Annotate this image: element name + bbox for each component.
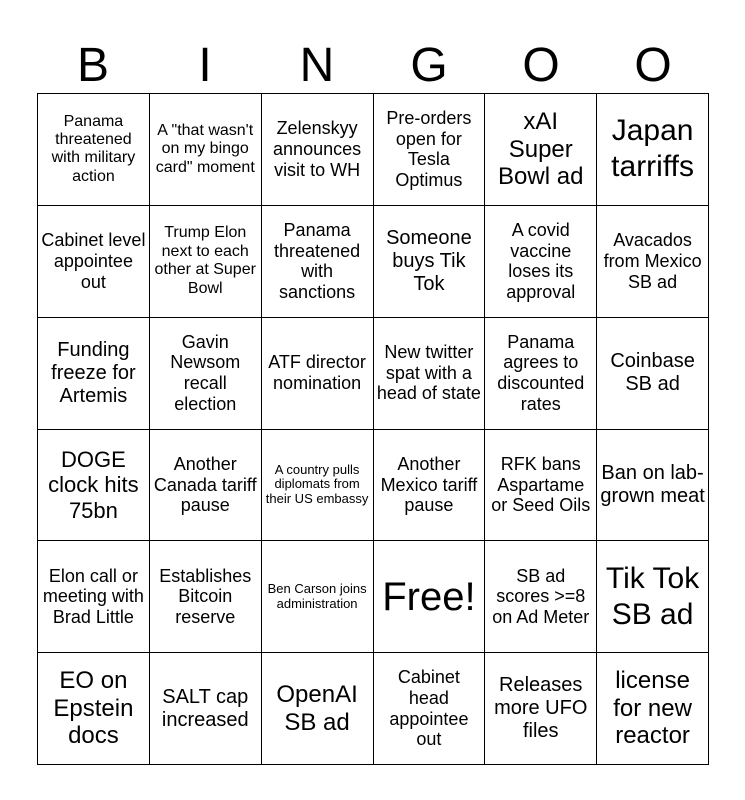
bingo-cell-r5c1[interactable]: Elon call or meeting with Brad Little (38, 541, 150, 653)
bingo-cell-r6c5[interactable]: Releases more UFO files (485, 653, 597, 765)
header-letter-i: I (198, 39, 212, 92)
bingo-cell-r1c5[interactable]: xAI Super Bowl ad (485, 94, 597, 206)
bingo-cell-r5c3[interactable]: Ben Carson joins administration (262, 541, 374, 653)
bingo-cell-r3c1[interactable]: Funding freeze for Artemis (38, 318, 150, 430)
bingo-cell-r4c6[interactable]: Ban on lab-grown meat (597, 430, 709, 542)
bingo-cell-free[interactable]: Free! (374, 541, 486, 653)
bingo-cell-r3c4[interactable]: New twitter spat with a head of state (374, 318, 486, 430)
bingo-cell-r6c3[interactable]: OpenAI SB ad (262, 653, 374, 765)
bingo-cell-r1c2[interactable]: A "that wasn't on my bingo card" moment (150, 94, 262, 206)
bingo-cell-r4c4[interactable]: Another Mexico tariff pause (374, 430, 486, 542)
bingo-cell-r6c6[interactable]: license for new reactor (597, 653, 709, 765)
bingo-cell-r1c6[interactable]: Japan tarriffs (597, 94, 709, 206)
bingo-header (37, 38, 709, 94)
header-letter-o: O (522, 39, 560, 92)
bingo-cell-r3c5[interactable]: Panama agrees to discounted rates (485, 318, 597, 430)
bingo-cell-r4c1[interactable]: DOGE clock hits 75bn (38, 430, 150, 542)
bingo-cell-r2c2[interactable]: Trump Elon next to each other at Super Bowl (150, 206, 262, 318)
bingo-cell-r5c2[interactable]: Establishes Bitcoin reserve (150, 541, 262, 653)
bingo-cell-r6c1[interactable]: EO on Epstein docs (38, 653, 150, 765)
bingo-cell-r4c5[interactable]: RFK bans Aspartame or Seed Oils (485, 430, 597, 542)
bingo-cell-r6c2[interactable]: SALT cap increased (150, 653, 262, 765)
bingo-cell-r5c6[interactable]: Tik Tok SB ad (597, 541, 709, 653)
bingo-cell-r6c4[interactable]: Cabinet head appointee out (374, 653, 486, 765)
bingo-cell-r3c2[interactable]: Gavin Newsom recall election (150, 318, 262, 430)
bingo-cell-r3c6[interactable]: Coinbase SB ad (597, 318, 709, 430)
header-letter-g: G (410, 39, 448, 92)
bingo-grid (37, 93, 709, 765)
bingo-cell-r5c5[interactable]: SB ad scores >=8 on Ad Meter (485, 541, 597, 653)
bingo-cell-r2c3[interactable]: Panama threatened with sanctions (262, 206, 374, 318)
bingo-cell-r2c4[interactable]: Someone buys Tik Tok (374, 206, 486, 318)
header-letter-o2: O (634, 39, 672, 92)
bingo-cell-r1c3[interactable]: Zelenskyy announces visit to WH (262, 94, 374, 206)
bingo-cell-r3c3[interactable]: ATF director nomination (262, 318, 374, 430)
bingo-cell-r4c3[interactable]: A country pulls diplomats from their US embassy (262, 430, 374, 542)
bingo-cell-r1c1[interactable]: Panama threatened with military action (38, 94, 150, 206)
bingo-cell-r4c2[interactable]: Another Canada tariff pause (150, 430, 262, 542)
bingo-cell-r2c1[interactable]: Cabinet level appointee out (38, 206, 150, 318)
header-letter-n: N (299, 39, 335, 92)
bingo-cell-r2c6[interactable]: Avacados from Mexico SB ad (597, 206, 709, 318)
bingo-cell-r2c5[interactable]: A covid vaccine loses its approval (485, 206, 597, 318)
bingo-cell-r1c4[interactable]: Pre-orders open for Tesla Optimus (374, 94, 486, 206)
header-letter-b: B (76, 39, 109, 92)
